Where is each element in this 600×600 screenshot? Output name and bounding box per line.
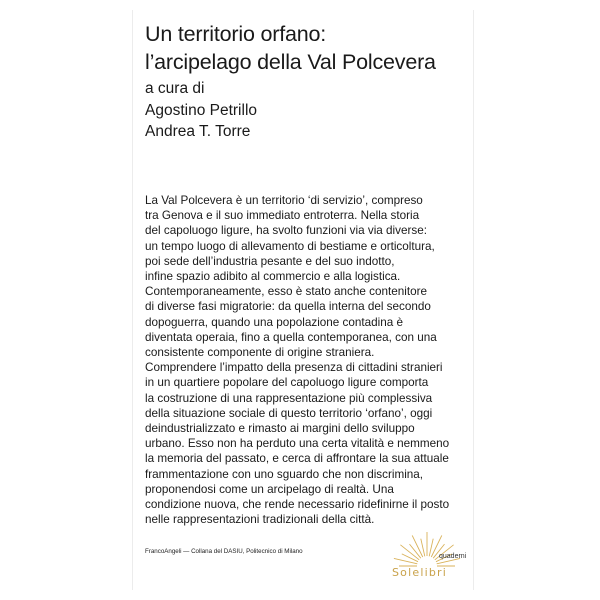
blurb-line: proponendosi come un arcipelago di realtà. Una — [145, 482, 394, 496]
editors-intro: a cura di — [145, 80, 205, 97]
blurb-line: deindustrializzato e rimasto ai margini dello sviluppo — [145, 422, 415, 436]
blurb-line: condizione nuova, che rende necessario ridefinirne il posto — [145, 498, 450, 512]
blurb-line: Comprendere l’impatto della presenza di cittadini stranieri — [145, 361, 443, 375]
blurb-line: frammentazione con uno sguardo che non discrimina, — [145, 467, 424, 481]
title-line-1: Un territorio orfano: — [145, 22, 327, 46]
blurb-line: infine spazio adibito al commercio e alla logistica. — [145, 270, 401, 284]
series-label: quaderni — [439, 553, 467, 560]
blurb-line: del capoluogo ligure, ha svolto funzioni via via diverse: — [145, 224, 427, 238]
blurb-line: dopoguerra, quando una popolazione contadina è — [145, 315, 403, 329]
blurb-line: consistente componente di origine straniera. — [145, 346, 375, 360]
blurb-line: un tempo luogo di allevamento di bestiame e orticoltura, — [145, 239, 435, 253]
blurb-line: nelle rappresentazioni tradizionali della città. — [145, 513, 375, 527]
publisher-credits: FrancoAngeli — Collana del DASIU, Politecnico di Milano — [145, 548, 303, 555]
blurb-line: la memoria del passato, e cerca di affrontare la sua attuale — [145, 452, 449, 466]
editor-name: Agostino Petrillo — [145, 101, 258, 119]
editors-block — [145, 78, 257, 143]
blurb-line: di diverse fasi migratorie: da quella interna del secondo — [145, 300, 431, 314]
blurb-line: della situazione sociale di questo territorio ‘orfano’, oggi — [145, 406, 433, 420]
editor-name: Andrea T. Torre — [145, 123, 251, 140]
title-line-2: l’arcipelago della Val Polcevera — [145, 50, 436, 74]
blurb-line: in un quartiere popolare del capoluogo ligure comporta — [145, 376, 429, 390]
blurb-line: poi sede dell’industria pesante e del suo indotto, — [145, 254, 395, 268]
blurb-line: la costruzione di una rappresentazione più complessiva — [145, 391, 433, 405]
blurb-line: La Val Polcevera è un territorio ‘di servizio’, compreso — [145, 194, 423, 207]
blurb-line: urbano. Esso non ha perduto una certa vitalità e nemmeno — [145, 437, 450, 451]
book-title — [145, 20, 475, 76]
blurb-line: tra Genova e il suo immediato entroterra. Nella storia — [145, 209, 420, 223]
logo-wordmark: Solelibri — [392, 566, 448, 579]
blurb-text — [145, 193, 465, 527]
blurb-line: Contemporaneamente, esso è stato anche contenitore — [145, 285, 427, 299]
blurb-line: diventata operaia, fino a quella contemporanea, con una — [145, 330, 437, 344]
